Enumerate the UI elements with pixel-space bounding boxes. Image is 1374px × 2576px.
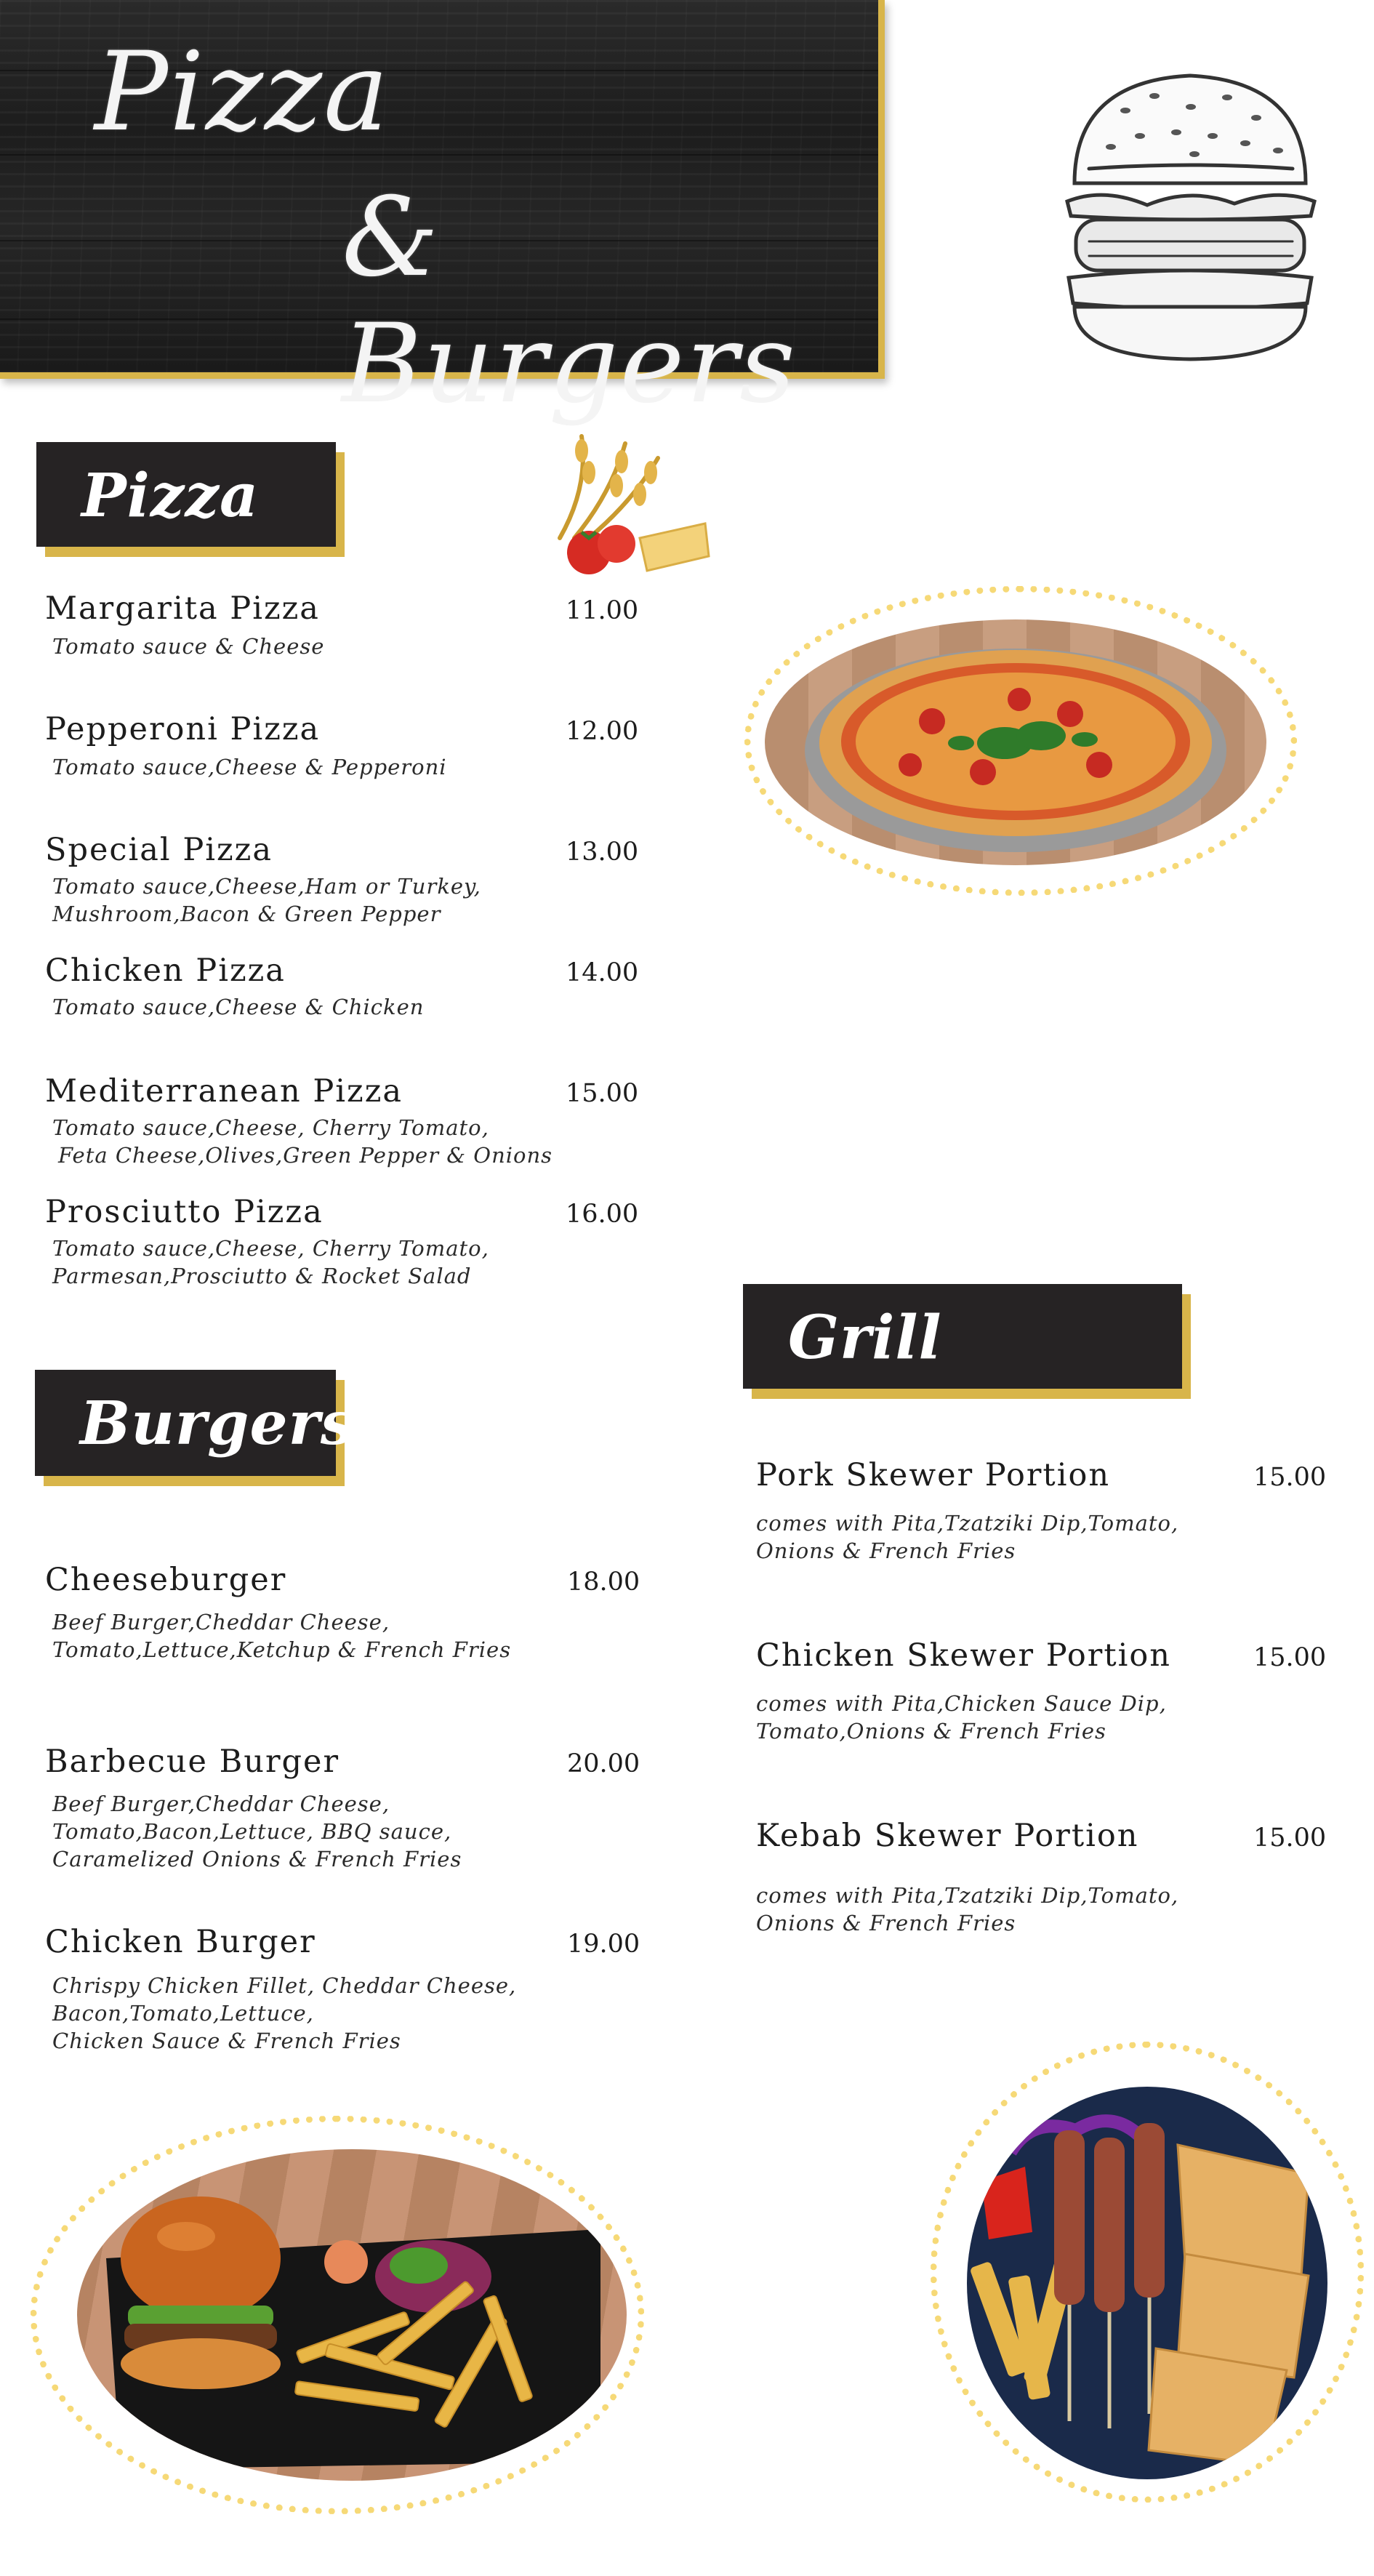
menu-item-desc: Tomato sauce,Cheese, Cherry Tomato, — [52, 1115, 489, 1140]
menu-item-price: 15.00 — [1253, 1463, 1327, 1492]
menu-item-name: Pork Skewer Portion — [756, 1457, 1111, 1493]
skewers-pita-photo — [967, 2087, 1327, 2479]
section-label-pizza-text: Pizza — [81, 461, 260, 531]
menu-item-desc: Tomato sauce,Cheese & Pepperoni — [52, 755, 447, 779]
menu-item-desc: Chrispy Chicken Fillet, Cheddar Cheese, — [52, 1973, 517, 1998]
section-label-grill-text: Grill — [788, 1303, 942, 1373]
pizza-photo — [765, 619, 1266, 865]
menu-item-price: 15.00 — [1253, 1823, 1327, 1853]
menu-item-desc: Tomato,Bacon,Lettuce, BBQ sauce, — [52, 1819, 452, 1844]
menu-item-name: Chicken Skewer Portion — [756, 1637, 1171, 1674]
title-line-1: Pizza — [95, 29, 390, 156]
menu-item-desc: Tomato sauce & Cheese — [52, 634, 325, 659]
menu-item-desc: Onions & French Fries — [756, 1538, 1016, 1563]
menu-item-desc: comes with Pita,Tzatziki Dip,Tomato, — [756, 1883, 1179, 1908]
menu-item-name: Pepperoni Pizza — [45, 711, 321, 747]
menu-item-price: 20.00 — [567, 1749, 640, 1778]
section-label-pizza — [36, 442, 336, 547]
section-label-burgers — [35, 1370, 355, 1476]
menu-item-desc: Tomato,Lettuce,Ketchup & French Fries — [52, 1637, 512, 1662]
menu-item-price: 15.00 — [566, 1079, 639, 1108]
menu-item-price: 16.00 — [566, 1200, 639, 1229]
menu-item-desc: Parmesan,Prosciutto & Rocket Salad — [52, 1264, 472, 1288]
menu-item-desc: Tomato sauce,Cheese,Ham or Turkey, — [52, 874, 481, 899]
menu-item-desc: Beef Burger,Cheddar Cheese, — [52, 1791, 390, 1816]
menu-item-name: Kebab Skewer Portion — [756, 1818, 1139, 1854]
menu-item-desc: Tomato sauce,Cheese & Chicken — [52, 995, 425, 1019]
menu-item-desc: Caramelized Onions & French Fries — [52, 1847, 462, 1871]
title-line-2: & Burgers — [342, 174, 798, 428]
menu-item-price: 13.00 — [566, 838, 639, 867]
menu-item-name: Mediterranean Pizza — [45, 1073, 403, 1110]
menu-item-name: Barbecue Burger — [45, 1744, 340, 1780]
menu-item-name: Cheeseburger — [45, 1562, 287, 1598]
burger-fries-photo — [77, 2149, 627, 2481]
menu-item-desc: Mushroom,Bacon & Green Pepper — [52, 902, 441, 926]
menu-item-price: 18.00 — [567, 1568, 640, 1597]
menu-item-desc: comes with Pita,Tzatziki Dip,Tomato, — [756, 1511, 1179, 1536]
menu-item-desc: Tomato sauce,Cheese, Cherry Tomato, — [52, 1236, 489, 1261]
menu-item-desc: Bacon,Tomato,Lettuce, — [52, 2001, 314, 2026]
menu-item-price: 19.00 — [567, 1930, 640, 1959]
menu-item-desc: Beef Burger,Cheddar Cheese, — [52, 1610, 390, 1634]
menu-item-desc: comes with Pita,Chicken Sauce Dip, — [756, 1691, 1167, 1716]
header-board — [0, 0, 885, 428]
menu-item-price: 12.00 — [566, 717, 639, 746]
burger-sketch-icon — [1060, 67, 1320, 365]
menu-item-price: 14.00 — [566, 958, 639, 987]
section-label-burgers-text: Burgers — [80, 1389, 355, 1458]
menu-item-name: Chicken Pizza — [45, 952, 286, 989]
menu-item-desc: Feta Cheese,Olives,Green Pepper & Onions — [58, 1143, 553, 1168]
menu-item-name: Chicken Burger — [45, 1924, 316, 1960]
menu-item-price: 15.00 — [1253, 1643, 1327, 1672]
menu-item-name: Margarita Pizza — [45, 590, 320, 627]
menu-item-desc: Onions & French Fries — [756, 1911, 1016, 1935]
menu-item-desc: Tomato,Onions & French Fries — [756, 1719, 1106, 1744]
wheat-tomato-cheese-icon — [531, 429, 712, 589]
menu-item-desc: Chicken Sauce & French Fries — [52, 2029, 401, 2053]
menu-item-name: Prosciutto Pizza — [45, 1194, 324, 1230]
section-label-grill — [743, 1284, 1182, 1389]
menu-item-price: 11.00 — [566, 596, 639, 625]
menu-item-name: Special Pizza — [45, 832, 273, 868]
